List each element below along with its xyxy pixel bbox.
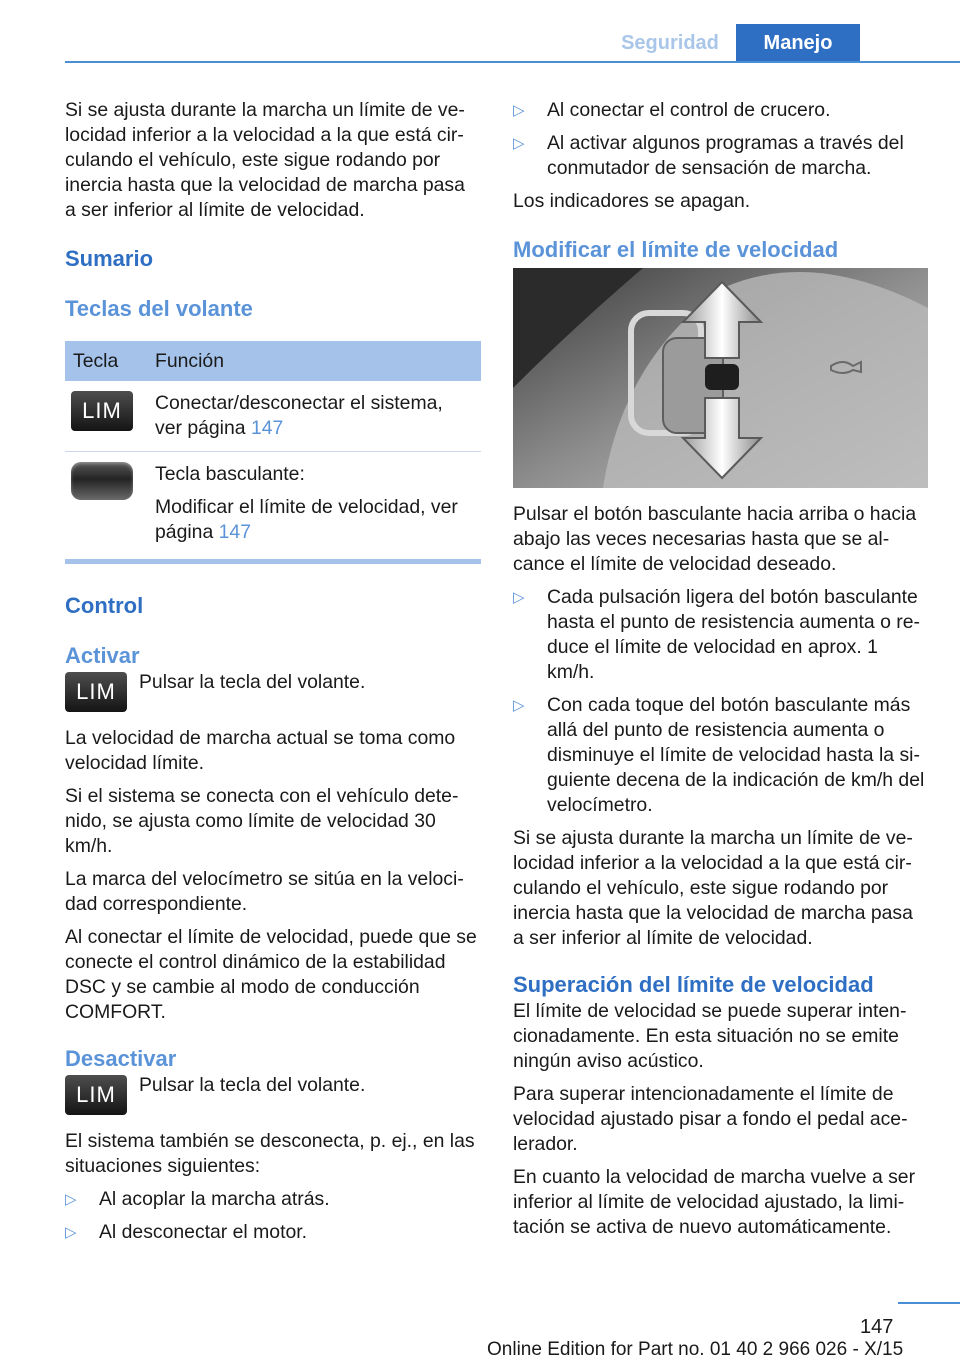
- paragraph: El límite de velocidad se puede superar intencionadamente. En esta situación no se emite ningún aviso acústico.: [513, 1000, 907, 1072]
- list-item-text: Al acoplar la marcha atrás.: [99, 1188, 330, 1210]
- paragraph: El sistema también se desconecta, p. ej., en las situaciones siguientes:: [65, 1130, 475, 1177]
- table-header-function: Función: [147, 341, 481, 381]
- list-item-text: Al desconectar el motor.: [99, 1221, 308, 1243]
- triangle-bullet-icon: ▷: [513, 102, 525, 119]
- page-link-147[interactable]: 147: [218, 521, 251, 543]
- desactivar-text: Pulsar la tecla del volante.: [139, 1074, 366, 1096]
- table-header-row: [65, 341, 481, 381]
- row2-line1: Tecla basculante:: [155, 463, 305, 485]
- footer-rule: [898, 1302, 960, 1304]
- activar-text: Pulsar la tecla del volante.: [139, 671, 366, 693]
- edition-footer: Online Edition for Part no. 01 40 2 966 026 - X/15: [487, 1339, 904, 1360]
- paragraph: Si se ajusta durante la marcha un límite de velocidad inferior a la velocidad a la que está circulando el vehículo, este sigue rodando por inercia hasta que la velocidad de marcha pasa a ser inferior al límite de velocidad.: [513, 827, 913, 949]
- triangle-bullet-icon: ▷: [513, 589, 525, 606]
- left-column: [65, 98, 481, 1253]
- heading-control: Control: [65, 593, 144, 618]
- table-cell-function: [147, 381, 481, 452]
- table-cell-icon: [65, 381, 147, 452]
- activar-instruction: [65, 672, 481, 712]
- steering-keys-table: [65, 341, 481, 559]
- row1-text: Conectar/desconectar el sistema, ver página: [155, 392, 443, 439]
- table-row: [65, 381, 481, 452]
- lim-button-icon: LIM: [65, 672, 127, 712]
- page-link-147[interactable]: 147: [250, 417, 284, 439]
- paragraph: Los indicadores se apagan.: [513, 190, 751, 212]
- table-row: [65, 452, 481, 560]
- paragraph: En cuanto la velocidad de marcha vuelve a ser inferior al límite de velocidad ajustado, la limitación se activa de nuevo automáticamente.: [513, 1166, 916, 1238]
- list-item-text: Cada pulsación ligera del botón basculante hasta el punto de resistencia aumenta o reduce el límite de velocidad en aprox. 1 km/h.: [547, 586, 920, 683]
- list-item: [65, 1187, 481, 1212]
- table-header-key: Tecla: [65, 341, 147, 381]
- triangle-bullet-icon: ▷: [65, 1224, 77, 1241]
- header-section-tab: Seguridad: [621, 31, 719, 54]
- paragraph: Si el sistema se conecta con el vehículo detenido, se ajusta como límite de velocidad 30 km/h.: [65, 785, 459, 857]
- lim-button-icon: LIM: [65, 1075, 127, 1115]
- heading-modificar-limite: Modificar el límite de velocidad: [513, 237, 839, 262]
- paragraph: Pulsar el botón basculante hacia arriba o hacia abajo las veces necesarias hasta que se alcance el límite de velocidad deseado.: [513, 503, 917, 575]
- paragraph: La velocidad de marcha actual se toma como velocidad límite.: [65, 727, 456, 774]
- list-item: [513, 693, 928, 818]
- list-item: [513, 98, 928, 123]
- table-cell-icon: [65, 452, 147, 560]
- paragraph: Para superar intencionadamente el límite de velocidad ajustado pisar a fondo el pedal acelerador.: [513, 1083, 908, 1155]
- paragraph: Al conectar el límite de velocidad, puede que se conecte el control dinámico de la estabilidad DSC y se cambie al modo de conducción COMFORT.: [65, 926, 477, 1023]
- list-item-text: Al activar algunos programas a través del conmutador de sensación de marcha.: [547, 132, 904, 179]
- list-item: [65, 1220, 481, 1245]
- list-item-text: Con cada toque del botón basculante más allá del punto de resistencia aumenta o disminuye el límite de velocidad hasta la siguiente decena de la indicación de km/h del velocímetro.: [547, 694, 925, 816]
- bullet-list: [513, 98, 928, 181]
- header-chapter-tab: Manejo: [736, 24, 860, 62]
- table-cell-function: [147, 452, 481, 560]
- paragraph: La marca del velocímetro se sitúa en la velocidad correspondiente.: [65, 868, 464, 915]
- desactivar-instruction: [65, 1075, 481, 1115]
- heading-activar: Activar: [65, 643, 140, 668]
- list-item: [513, 131, 928, 181]
- rocker-switch-icon: [71, 462, 133, 500]
- triangle-bullet-icon: ▷: [513, 135, 525, 152]
- heading-teclas-del-volante: Teclas del volante: [65, 296, 253, 321]
- lim-button-icon: LIM: [71, 391, 133, 431]
- heading-desactivar: Desactivar: [65, 1046, 177, 1071]
- bullet-list: [65, 1187, 481, 1245]
- steering-wheel-rocker-photo: [513, 268, 928, 488]
- right-column: [513, 98, 928, 1248]
- header-rule: [65, 61, 960, 63]
- list-item-text: Al conectar el control de crucero.: [547, 99, 831, 121]
- heading-superacion-limite: Superación del límite de velocidad: [513, 972, 874, 997]
- intro-paragraph: Si se ajusta durante la marcha un límite de velocidad inferior a la velocidad a la que está circulando el vehículo, este sigue rodando por inercia hasta que la velocidad de marcha pasa a ser inferior al límite de velocidad.: [65, 99, 465, 221]
- heading-sumario: Sumario: [65, 246, 154, 271]
- row2-text: Modificar el límite de velocidad, ver página: [155, 496, 458, 543]
- bullet-list: [513, 585, 928, 818]
- page-number: 147: [860, 1316, 894, 1338]
- table-bottom-rule: [65, 559, 481, 564]
- triangle-bullet-icon: ▷: [513, 697, 525, 714]
- list-item: [513, 585, 928, 685]
- triangle-bullet-icon: ▷: [65, 1191, 77, 1208]
